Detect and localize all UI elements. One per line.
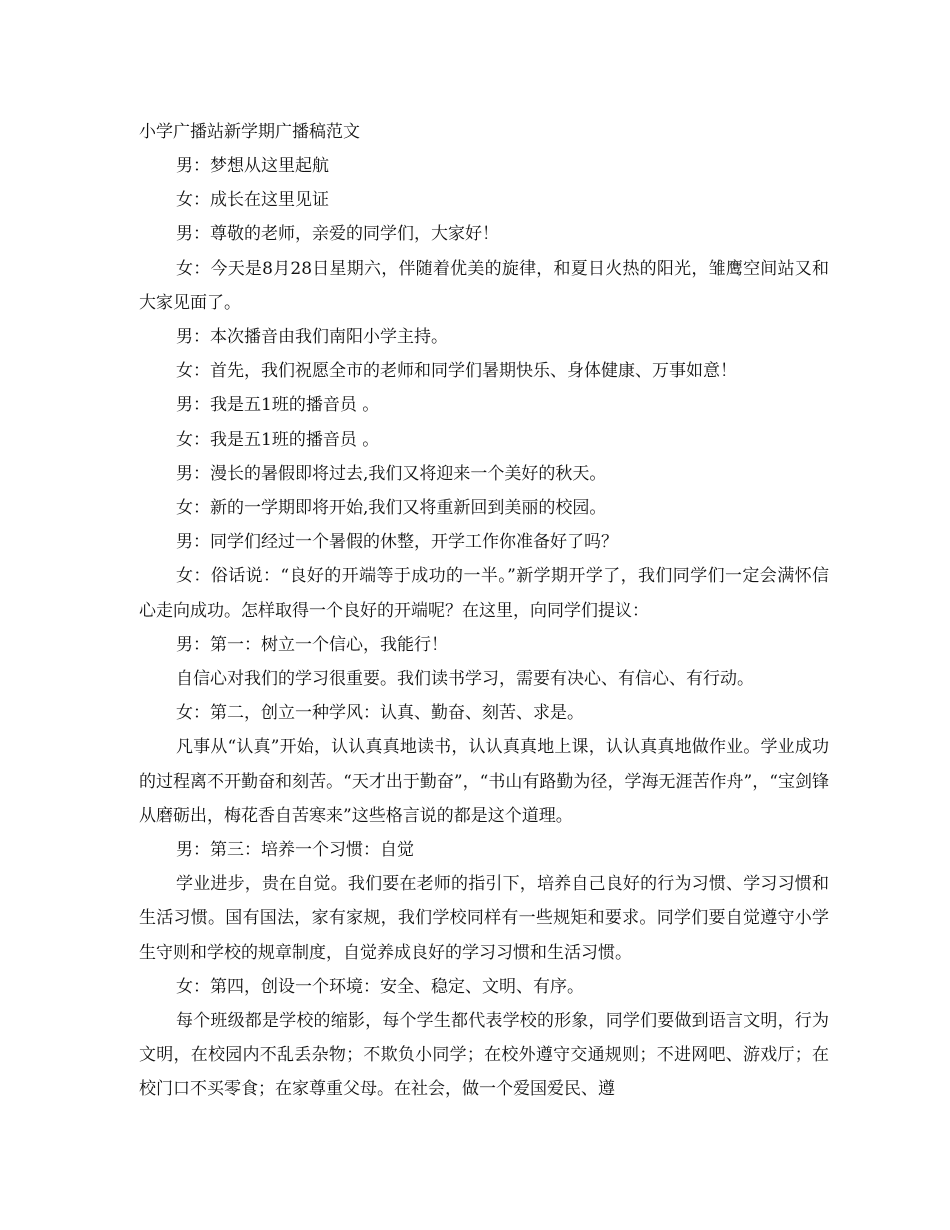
paragraph: 女：第二，创立一种学风：认真、勤奋、刻苦、求是。	[176, 703, 584, 724]
paragraph: 女：俗话说：“良好的开端等于成功的一半。”新学期开学了，我们同学们一定会满怀信心走向成功。怎样取得一个良好的开端呢？在这里，向同学们提议：	[139, 566, 829, 621]
paragraph: 女：首先，我们祝愿全市的老师和同学们暑期快乐、身体健康、万事如意！	[176, 361, 737, 382]
paragraph-list	[139, 149, 829, 1107]
paragraph: 凡事从“认真”开始，认认真真地读书，认认真真地上课，认认真真地做作业。学业成功的过程离不开勤奋和刻苦。“天才出于勤奋”，“书山有路勤为径，学海无涯苦作舟”，“宝剑锋从磨砺出，梅花香自苦寒来”这些格言说的都是这个道理。	[139, 737, 829, 826]
paragraph: 女：第四，创设一个环境：安全、稳定、文明、有序。	[176, 976, 584, 997]
paragraph: 男：尊敬的老师，亲爱的同学们，大家好！	[176, 224, 499, 245]
paragraph: 女：成长在这里见证	[176, 190, 329, 211]
paragraph: 女：今天是8月28日星期六，伴随着优美的旋律，和夏日火热的阳光，雏鹰空间站又和大家见面了。	[139, 258, 829, 313]
paragraph: 男：第三：培养一个习惯：自觉	[176, 840, 414, 861]
paragraph: 自信心对我们的学习很重要。我们读书学习，需要有决心、有信心、有行动。	[176, 669, 754, 690]
paragraph: 每个班级都是学校的缩影，每个学生都代表学校的形象，同学们要做到语言文明，行为文明，在校园内不乱丢杂物；不欺负小同学；在校外遵守交通规则；不进网吧、游戏厅；在校门口不买零食；在家尊重父母。在社会，做一个爱国爱民、遵	[139, 1011, 829, 1100]
paragraph: 男：我是五1班的播音员 。	[176, 395, 380, 416]
paragraph: 男：同学们经过一个暑假的休整，开学工作你准备好了吗？	[176, 532, 618, 553]
paragraph: 女：新的一学期即将开始,我们又将重新回到美丽的校园。	[176, 498, 607, 519]
paragraph: 学业进步，贵在自觉。我们要在老师的指引下，培养自己良好的行为习惯、学习习惯和生活习惯。国有国法，家有家规，我们学校同样有一些规矩和要求。同学们要自觉遵守小学生守则和学校的规章制度，自觉养成良好的学习习惯和生活习惯。	[139, 874, 829, 963]
paragraph: 男：梦想从这里起航	[176, 156, 329, 176]
paragraph: 男：第一：树立一个信心，我能行！	[176, 634, 448, 655]
document-title: 小学广播站新学期广播稿范文	[139, 122, 360, 142]
document-body	[139, 115, 829, 1107]
paragraph: 男：本次播音由我们南阳小学主持。	[176, 327, 448, 348]
paragraph: 男：漫长的暑假即将过去,我们又将迎来一个美好的秋天。	[176, 463, 607, 484]
paragraph: 女：我是五1班的播音员 。	[176, 429, 380, 450]
